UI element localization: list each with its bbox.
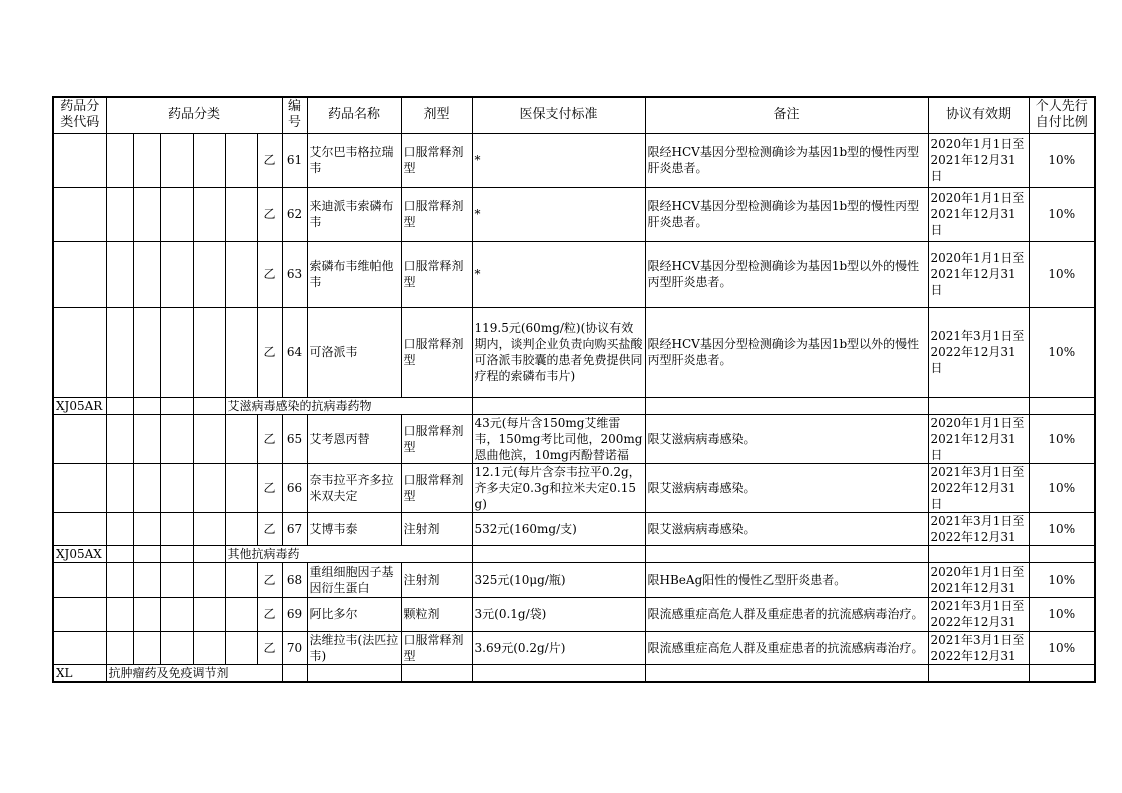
code-cell bbox=[53, 307, 106, 397]
header-form: 剂型 bbox=[401, 97, 472, 133]
payment-standard-cell: * bbox=[472, 187, 645, 241]
table-row bbox=[53, 463, 1095, 512]
empty-cell bbox=[1029, 397, 1095, 414]
remark-cell bbox=[645, 597, 928, 631]
category-cell bbox=[160, 512, 193, 545]
category-cell bbox=[193, 463, 225, 512]
remark-cell: 限艾滋病病毒感染。 bbox=[645, 414, 928, 463]
class-cell: 乙 bbox=[257, 307, 282, 397]
code-cell bbox=[53, 597, 106, 631]
remark-cell: 限艾滋病病毒感染。 bbox=[645, 463, 928, 512]
table-row bbox=[53, 631, 1095, 664]
validity-cell: 2020年1月1日至2021年12月31日 bbox=[928, 241, 1029, 307]
empty-cell bbox=[257, 664, 282, 682]
drug-name-text: 重组细胞因子基因衍生蛋白 bbox=[309, 564, 394, 595]
header-remark: 备注 bbox=[645, 97, 928, 133]
remark-cell: 限经HCV基因分型检测确诊为基因1b型以外的慢性丙型肝炎患者。 bbox=[645, 241, 928, 307]
section-code: XL bbox=[53, 664, 106, 682]
category-cell bbox=[106, 307, 133, 397]
validity-text: 2020年1月1日至2021年12月31 bbox=[930, 564, 1025, 595]
validity-cell bbox=[928, 562, 1029, 597]
drug-table bbox=[52, 96, 1096, 683]
ratio-cell: 10% bbox=[1029, 562, 1095, 597]
section-title: 其他抗病毒药 bbox=[225, 545, 401, 562]
category-cell bbox=[133, 307, 160, 397]
category-cell bbox=[225, 597, 257, 631]
category-cell bbox=[193, 397, 225, 414]
section-code: XJ05AX bbox=[53, 545, 106, 562]
code-cell bbox=[53, 631, 106, 664]
header-standard: 医保支付标准 bbox=[472, 97, 645, 133]
remark-text: 限流感重症高危人群及重症患者的抗流感病毒治疗。 bbox=[647, 640, 924, 655]
category-cell bbox=[193, 133, 225, 187]
empty-cell bbox=[1029, 545, 1095, 562]
category-cell bbox=[106, 597, 133, 631]
category-cell bbox=[225, 307, 257, 397]
validity-cell: 2020年1月1日至2021年12月31日 bbox=[928, 187, 1029, 241]
category-cell bbox=[106, 397, 133, 414]
number-cell: 63 bbox=[282, 241, 307, 307]
empty-cell bbox=[472, 545, 645, 562]
category-cell bbox=[225, 631, 257, 664]
category-cell bbox=[106, 562, 133, 597]
dosage-form-cell: 颗粒剂 bbox=[401, 597, 472, 631]
category-cell bbox=[133, 631, 160, 664]
class-cell: 乙 bbox=[257, 597, 282, 631]
drug-name-cell bbox=[307, 562, 401, 597]
category-cell bbox=[160, 133, 193, 187]
ratio-cell: 10% bbox=[1029, 133, 1095, 187]
dosage-form-cell: 口服常释剂型 bbox=[401, 414, 472, 463]
section-title: 艾滋病毒感染的抗病毒药物 bbox=[225, 397, 401, 414]
category-cell bbox=[193, 597, 225, 631]
section-row bbox=[53, 664, 1095, 682]
category-cell bbox=[133, 463, 160, 512]
class-cell: 乙 bbox=[257, 512, 282, 545]
table-row bbox=[53, 307, 1095, 397]
empty-cell bbox=[307, 664, 401, 682]
number-cell: 62 bbox=[282, 187, 307, 241]
category-cell bbox=[160, 414, 193, 463]
drug-name-cell bbox=[307, 631, 401, 664]
category-cell bbox=[225, 512, 257, 545]
remark-cell: 限HBeAg阳性的慢性乙型肝炎患者。 bbox=[645, 562, 928, 597]
table-row bbox=[53, 562, 1095, 597]
dosage-form-cell: 注射剂 bbox=[401, 562, 472, 597]
dosage-form-cell: 口服常释剂型 bbox=[401, 187, 472, 241]
category-cell bbox=[193, 187, 225, 241]
empty-cell bbox=[928, 545, 1029, 562]
header-validity: 协议有效期 bbox=[928, 97, 1029, 133]
table-row bbox=[53, 597, 1095, 631]
number-cell: 67 bbox=[282, 512, 307, 545]
drug-name-cell: 奈韦拉平齐多拉米双夫定 bbox=[307, 463, 401, 512]
validity-cell bbox=[928, 631, 1029, 664]
category-cell bbox=[160, 241, 193, 307]
category-cell bbox=[225, 133, 257, 187]
header-code: 药品分类代码 bbox=[53, 97, 106, 133]
validity-cell: 2021年3月1日至2022年12月31日 bbox=[928, 307, 1029, 397]
validity-text: 2021年3月1日至2022年12月31 bbox=[930, 513, 1025, 544]
class-cell: 乙 bbox=[257, 631, 282, 664]
category-cell bbox=[133, 241, 160, 307]
category-cell bbox=[160, 545, 193, 562]
empty-cell bbox=[401, 545, 472, 562]
category-cell bbox=[133, 597, 160, 631]
remark-text: 限流感重症高危人群及重症患者的抗流感病毒治疗。 bbox=[647, 607, 924, 621]
number-cell: 65 bbox=[282, 414, 307, 463]
drug-name-cell: 索磷布韦维帕他韦 bbox=[307, 241, 401, 307]
empty-cell bbox=[1029, 664, 1095, 682]
category-cell bbox=[133, 545, 160, 562]
category-cell bbox=[106, 414, 133, 463]
category-cell bbox=[106, 187, 133, 241]
dosage-form-cell: 口服常释剂型 bbox=[401, 133, 472, 187]
dosage-form-text: 口服常释剂型 bbox=[403, 632, 464, 663]
category-cell bbox=[160, 307, 193, 397]
dosage-form-cell: 口服常释剂型 bbox=[401, 241, 472, 307]
drug-name-cell: 阿比多尔 bbox=[307, 597, 401, 631]
category-cell bbox=[106, 512, 133, 545]
validity-cell bbox=[928, 597, 1029, 631]
drug-name-cell: 艾尔巴韦格拉瑞韦 bbox=[307, 133, 401, 187]
remark-cell: 限经HCV基因分型检测确诊为基因1b型以外的慢性丙型肝炎患者。 bbox=[645, 307, 928, 397]
drug-name-cell: 艾考恩丙替 bbox=[307, 414, 401, 463]
category-cell bbox=[160, 597, 193, 631]
code-cell bbox=[53, 562, 106, 597]
validity-text: 2021年3月1日至2022年12月31 bbox=[930, 632, 1025, 663]
category-cell bbox=[193, 562, 225, 597]
payment-standard-cell: 325元(10μg/瓶) bbox=[472, 562, 645, 597]
empty-cell bbox=[401, 664, 472, 682]
code-cell bbox=[53, 241, 106, 307]
payment-standard-cell: 119.5元(60mg/粒)(协议有效期内，谈判企业负责向购买盐酸可洛派韦胶囊的患者免费提供同疗程的索磷布韦片) bbox=[472, 307, 645, 397]
ratio-cell: 10% bbox=[1029, 597, 1095, 631]
empty-cell bbox=[645, 664, 928, 682]
empty-cell bbox=[472, 397, 645, 414]
table-row bbox=[53, 187, 1095, 241]
remark-cell: 限经HCV基因分型检测确诊为基因1b型的慢性丙型肝炎患者。 bbox=[645, 133, 928, 187]
number-cell: 68 bbox=[282, 562, 307, 597]
dosage-form-cell bbox=[401, 631, 472, 664]
code-cell bbox=[53, 133, 106, 187]
payment-standard-cell bbox=[472, 463, 645, 512]
category-cell bbox=[133, 187, 160, 241]
remark-cell bbox=[645, 631, 928, 664]
section-row bbox=[53, 545, 1095, 562]
header-name: 药品名称 bbox=[307, 97, 401, 133]
category-cell bbox=[225, 187, 257, 241]
code-cell bbox=[53, 414, 106, 463]
class-cell: 乙 bbox=[257, 414, 282, 463]
header-category: 药品分类 bbox=[106, 97, 282, 133]
category-cell bbox=[133, 414, 160, 463]
dosage-form-cell: 口服常释剂型 bbox=[401, 463, 472, 512]
category-cell bbox=[133, 397, 160, 414]
table-row bbox=[53, 133, 1095, 187]
category-cell bbox=[133, 562, 160, 597]
number-cell: 66 bbox=[282, 463, 307, 512]
ratio-cell: 10% bbox=[1029, 512, 1095, 545]
category-cell bbox=[193, 512, 225, 545]
empty-cell bbox=[928, 664, 1029, 682]
remark-cell: 限经HCV基因分型检测确诊为基因1b型的慢性丙型肝炎患者。 bbox=[645, 187, 928, 241]
number-cell: 64 bbox=[282, 307, 307, 397]
class-cell: 乙 bbox=[257, 133, 282, 187]
ratio-cell: 10% bbox=[1029, 414, 1095, 463]
header-ratio: 个人先行自付比例 bbox=[1029, 97, 1095, 133]
validity-cell: 2020年1月1日至2021年12月31日 bbox=[928, 414, 1029, 463]
class-cell: 乙 bbox=[257, 241, 282, 307]
drug-name-text: 法维拉韦(法匹拉韦) bbox=[309, 632, 399, 663]
class-cell: 乙 bbox=[257, 463, 282, 512]
payment-standard-cell: 532元(160mg/支) bbox=[472, 512, 645, 545]
category-cell bbox=[106, 133, 133, 187]
drug-name-cell: 艾博韦泰 bbox=[307, 512, 401, 545]
table-row bbox=[53, 414, 1095, 463]
class-cell: 乙 bbox=[257, 187, 282, 241]
category-cell bbox=[106, 631, 133, 664]
category-cell bbox=[225, 562, 257, 597]
validity-cell: 2020年1月1日至2021年12月31日 bbox=[928, 133, 1029, 187]
section-row bbox=[53, 397, 1095, 414]
table-row bbox=[53, 241, 1095, 307]
section-title: 抗肿瘤药及免疫调节剂 bbox=[106, 664, 257, 682]
payment-standard-cell: 3元(0.1g/袋) bbox=[472, 597, 645, 631]
ratio-cell: 10% bbox=[1029, 307, 1095, 397]
empty-cell bbox=[645, 545, 928, 562]
code-cell bbox=[53, 512, 106, 545]
category-cell bbox=[160, 463, 193, 512]
category-cell bbox=[106, 463, 133, 512]
dosage-form-cell: 注射剂 bbox=[401, 512, 472, 545]
empty-cell bbox=[645, 397, 928, 414]
empty-cell bbox=[401, 397, 472, 414]
category-cell bbox=[193, 241, 225, 307]
header-row bbox=[53, 97, 1095, 133]
category-cell bbox=[193, 307, 225, 397]
code-cell bbox=[53, 187, 106, 241]
payment-standard-cell: * bbox=[472, 241, 645, 307]
category-cell bbox=[133, 133, 160, 187]
category-cell bbox=[106, 545, 133, 562]
category-cell bbox=[106, 241, 133, 307]
payment-standard-text: 43元(每片含150mg艾维雷韦，150mg考比司他，200mg恩曲他滨，10mg丙酚替诺福 bbox=[474, 415, 643, 462]
validity-cell: 2021年3月1日至2022年12月31日 bbox=[928, 463, 1029, 512]
empty-cell bbox=[282, 664, 307, 682]
payment-standard-cell bbox=[472, 414, 645, 463]
section-code: XJ05AR bbox=[53, 397, 106, 414]
remark-cell: 限艾滋病病毒感染。 bbox=[645, 512, 928, 545]
dosage-form-cell: 口服常释剂型 bbox=[401, 307, 472, 397]
ratio-cell: 10% bbox=[1029, 631, 1095, 664]
category-cell bbox=[160, 631, 193, 664]
payment-standard-text: 12.1元(每片含奈韦拉平0.2g，齐多夫定0.3g和拉米夫定0.15g) bbox=[474, 464, 641, 511]
number-cell: 70 bbox=[282, 631, 307, 664]
category-cell bbox=[160, 397, 193, 414]
validity-cell bbox=[928, 512, 1029, 545]
drug-name-cell: 可洛派韦 bbox=[307, 307, 401, 397]
category-cell bbox=[193, 414, 225, 463]
validity-text: 2021年3月1日至2022年12月31 bbox=[930, 599, 1025, 629]
empty-cell bbox=[928, 397, 1029, 414]
class-cell: 乙 bbox=[257, 562, 282, 597]
category-cell bbox=[225, 463, 257, 512]
category-cell bbox=[225, 241, 257, 307]
category-cell bbox=[160, 562, 193, 597]
number-cell: 69 bbox=[282, 597, 307, 631]
header-no: 编号 bbox=[282, 97, 307, 133]
number-cell: 61 bbox=[282, 133, 307, 187]
category-cell bbox=[193, 631, 225, 664]
category-cell bbox=[225, 414, 257, 463]
payment-standard-cell: * bbox=[472, 133, 645, 187]
payment-standard-cell: 3.69元(0.2g/片) bbox=[472, 631, 645, 664]
ratio-cell: 10% bbox=[1029, 463, 1095, 512]
table-row bbox=[53, 512, 1095, 545]
category-cell bbox=[193, 545, 225, 562]
code-cell bbox=[53, 463, 106, 512]
category-cell bbox=[160, 187, 193, 241]
empty-cell bbox=[472, 664, 645, 682]
category-cell bbox=[133, 512, 160, 545]
ratio-cell: 10% bbox=[1029, 187, 1095, 241]
ratio-cell: 10% bbox=[1029, 241, 1095, 307]
drug-name-cell: 来迪派韦索磷布韦 bbox=[307, 187, 401, 241]
